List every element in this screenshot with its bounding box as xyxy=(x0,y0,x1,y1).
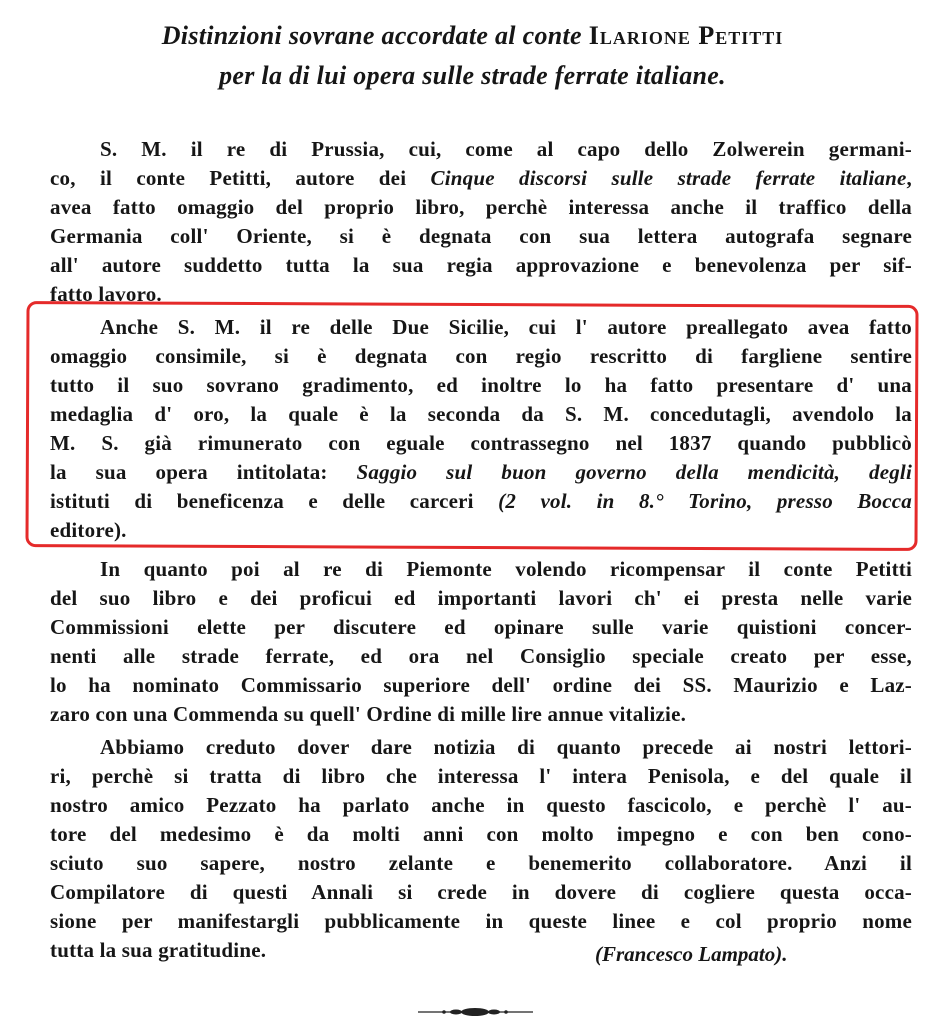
text-line: la sua opera intitolata: Saggio sul buon governo della mendicità, degli xyxy=(50,460,912,484)
signature: (Francesco Lampato). xyxy=(595,942,788,966)
text-line: In quanto poi al re di Piemonte volendo ricompensar il conte Petitti xyxy=(100,557,912,581)
text-line: sione per manifestargli pubblicamente in queste linee e col proprio nome xyxy=(50,909,912,933)
title-name: Ilarione Petitti xyxy=(588,21,784,50)
text-line: editore). xyxy=(50,518,127,542)
text-line: all' autore suddetto tutta la sua regia approvazione e benevolenza per sif- xyxy=(50,253,912,277)
text-line: Compilatore di questi Annali si crede in dovere di cogliere questa occa- xyxy=(50,880,912,904)
text-line: co, il conte Petitti, autore dei Cinque discorsi sulle strade ferrate italiane, xyxy=(50,166,912,190)
text-line: nostro amico Pezzato ha parlato anche in questo fascicolo, e perchè l' au- xyxy=(50,793,912,817)
text-line: omaggio consimile, si è degnata con regio rescritto di fargliene sentire xyxy=(50,344,912,368)
tailpiece-ornament-icon xyxy=(418,1005,533,1019)
text-line: tutto il suo sovrano gradimento, ed inoltre lo ha fatto presentare d' una xyxy=(50,373,912,397)
text-line: avea fatto omaggio del proprio libro, perchè interessa anche il traffico della xyxy=(50,195,912,219)
text-line: del suo libro e dei proficui ed importanti lavori ch' ei presta nelle varie xyxy=(50,586,912,610)
italic-title: Saggio sul buon governo della mendicità, degli xyxy=(356,460,912,484)
text-line: Anche S. M. il re delle Due Sicilie, cui l' autore preallegato avea fatto xyxy=(100,315,912,339)
italic-title: Cinque discorsi sulle strade ferrate italiane xyxy=(430,166,907,190)
document-title-line-1 xyxy=(40,16,905,56)
text-line: lo ha nominato Commissario superiore dell' ordine dei SS. Maurizio e Laz- xyxy=(50,673,912,697)
text-line: ri, perchè si tratta di libro che interessa l' intera Penisola, e del quale il xyxy=(50,764,912,788)
text-line: fatto lavoro. xyxy=(50,282,162,306)
text-line: M. S. già rimunerato con eguale contrassegno nel 1837 quando pubblicò xyxy=(50,431,912,455)
text-line: zaro con una Commenda su quell' Ordine di mille lire annue vitalizie. xyxy=(50,702,687,726)
text-line: Abbiamo creduto dover dare notizia di quanto precede ai nostri lettori- xyxy=(100,735,912,759)
text-line: Germania coll' Oriente, si è degnata con sua lettera autografa segnare xyxy=(50,224,912,248)
text-line: Commissioni elette per discutere ed opinare sulle varie quistioni concer- xyxy=(50,615,912,639)
text-line: tore del medesimo è da molti anni con molto impegno e con ben cono- xyxy=(50,822,912,846)
text-line: tutta la sua gratitudine. xyxy=(50,938,267,962)
text-line: sciuto suo sapere, nostro zelante e benemerito collaboratore. Anzi il xyxy=(50,851,912,875)
text-line: S. M. il re di Prussia, cui, come al capo dello Zolwerein germani- xyxy=(100,137,912,161)
document-title-line-2: per la di lui opera sulle strade ferrate italiane. xyxy=(219,61,726,90)
text-line: nenti alle strade ferrate, ed ora nel Consiglio speciale creato per esse, xyxy=(50,644,912,668)
italic-title: (2 vol. in 8.° Torino, presso Bocca xyxy=(473,489,912,513)
text-line: medaglia d' oro, la quale è la seconda da S. M. concedutagli, avendolo la xyxy=(50,402,912,426)
text-line: istituti di beneficenza e delle carceri (2 vol. in 8.° Torino, presso Bocca xyxy=(50,489,912,513)
title-prefix: Distinzioni sovrane accordate al conte xyxy=(161,21,589,50)
